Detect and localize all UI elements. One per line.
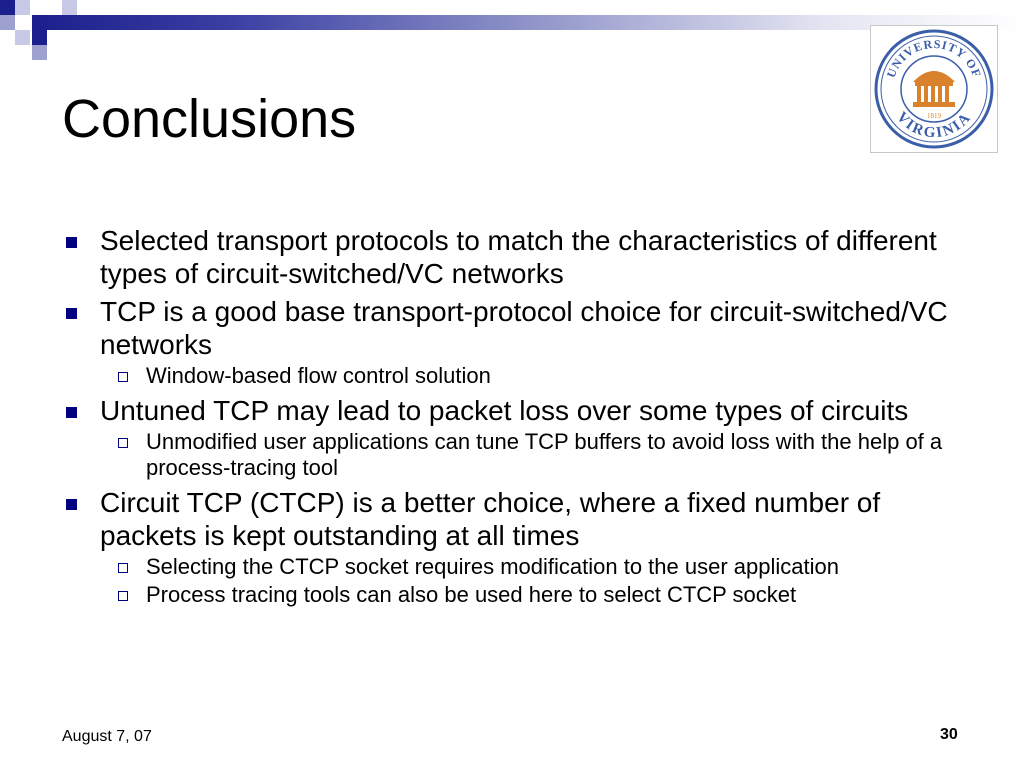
decor-square xyxy=(15,15,30,30)
square-bullet-icon xyxy=(66,308,77,319)
bullet-item xyxy=(62,295,972,361)
svg-text:VIRGINIA: VIRGINIA xyxy=(893,109,975,142)
sub-bullet-text: Process tracing tools can also be used here to select CTCP socket xyxy=(146,582,797,607)
decor-square xyxy=(32,45,47,60)
sub-bullet-text: Window-based flow control solution xyxy=(146,363,491,388)
square-bullet-icon xyxy=(66,237,77,248)
bullet-text: Untuned TCP may lead to packet loss over some types of circuits xyxy=(100,395,909,426)
decor-square xyxy=(15,0,30,15)
hollow-square-bullet-icon xyxy=(118,438,128,448)
decor-square xyxy=(15,30,30,45)
decor-square xyxy=(0,0,15,15)
university-logo xyxy=(870,25,998,153)
sub-bullet-item xyxy=(62,363,972,389)
sub-bullet-item xyxy=(62,582,972,608)
decor-square xyxy=(0,15,15,30)
svg-text:1819: 1819 xyxy=(927,112,941,120)
slide-title: Conclusions xyxy=(62,89,357,149)
svg-text:UNIVERSITY OF: UNIVERSITY OF xyxy=(883,36,985,80)
footer-date: August 7, 07 xyxy=(62,728,152,745)
bullet-text: TCP is a good base transport-protocol choice for circuit-switched/VC networks xyxy=(100,296,948,360)
bullet-list xyxy=(62,224,972,613)
hollow-square-bullet-icon xyxy=(118,563,128,573)
square-bullet-icon xyxy=(66,407,77,418)
sub-bullet-item xyxy=(62,429,972,481)
decor-square xyxy=(32,30,47,45)
square-bullet-icon xyxy=(66,499,77,510)
bullet-item xyxy=(62,394,972,427)
bullet-item xyxy=(62,486,972,552)
sub-bullet-item xyxy=(62,554,972,580)
university-of-virginia-seal-icon xyxy=(871,26,997,152)
page-number: 30 xyxy=(940,726,958,743)
sub-bullet-text: Selecting the CTCP socket requires modification to the user application xyxy=(146,554,839,579)
decor-square xyxy=(62,0,77,15)
sub-bullet-text: Unmodified user applications can tune TCP buffers to avoid loss with the help of a process-tracing tool xyxy=(146,429,943,480)
hollow-square-bullet-icon xyxy=(118,591,128,601)
bullet-text: Selected transport protocols to match the characteristics of different types of circuit-switched/VC networks xyxy=(100,225,937,289)
hollow-square-bullet-icon xyxy=(118,372,128,382)
bullet-item xyxy=(62,224,972,290)
bullet-text: Circuit TCP (CTCP) is a better choice, where a fixed number of packets is kept outstanding at all times xyxy=(100,487,881,551)
